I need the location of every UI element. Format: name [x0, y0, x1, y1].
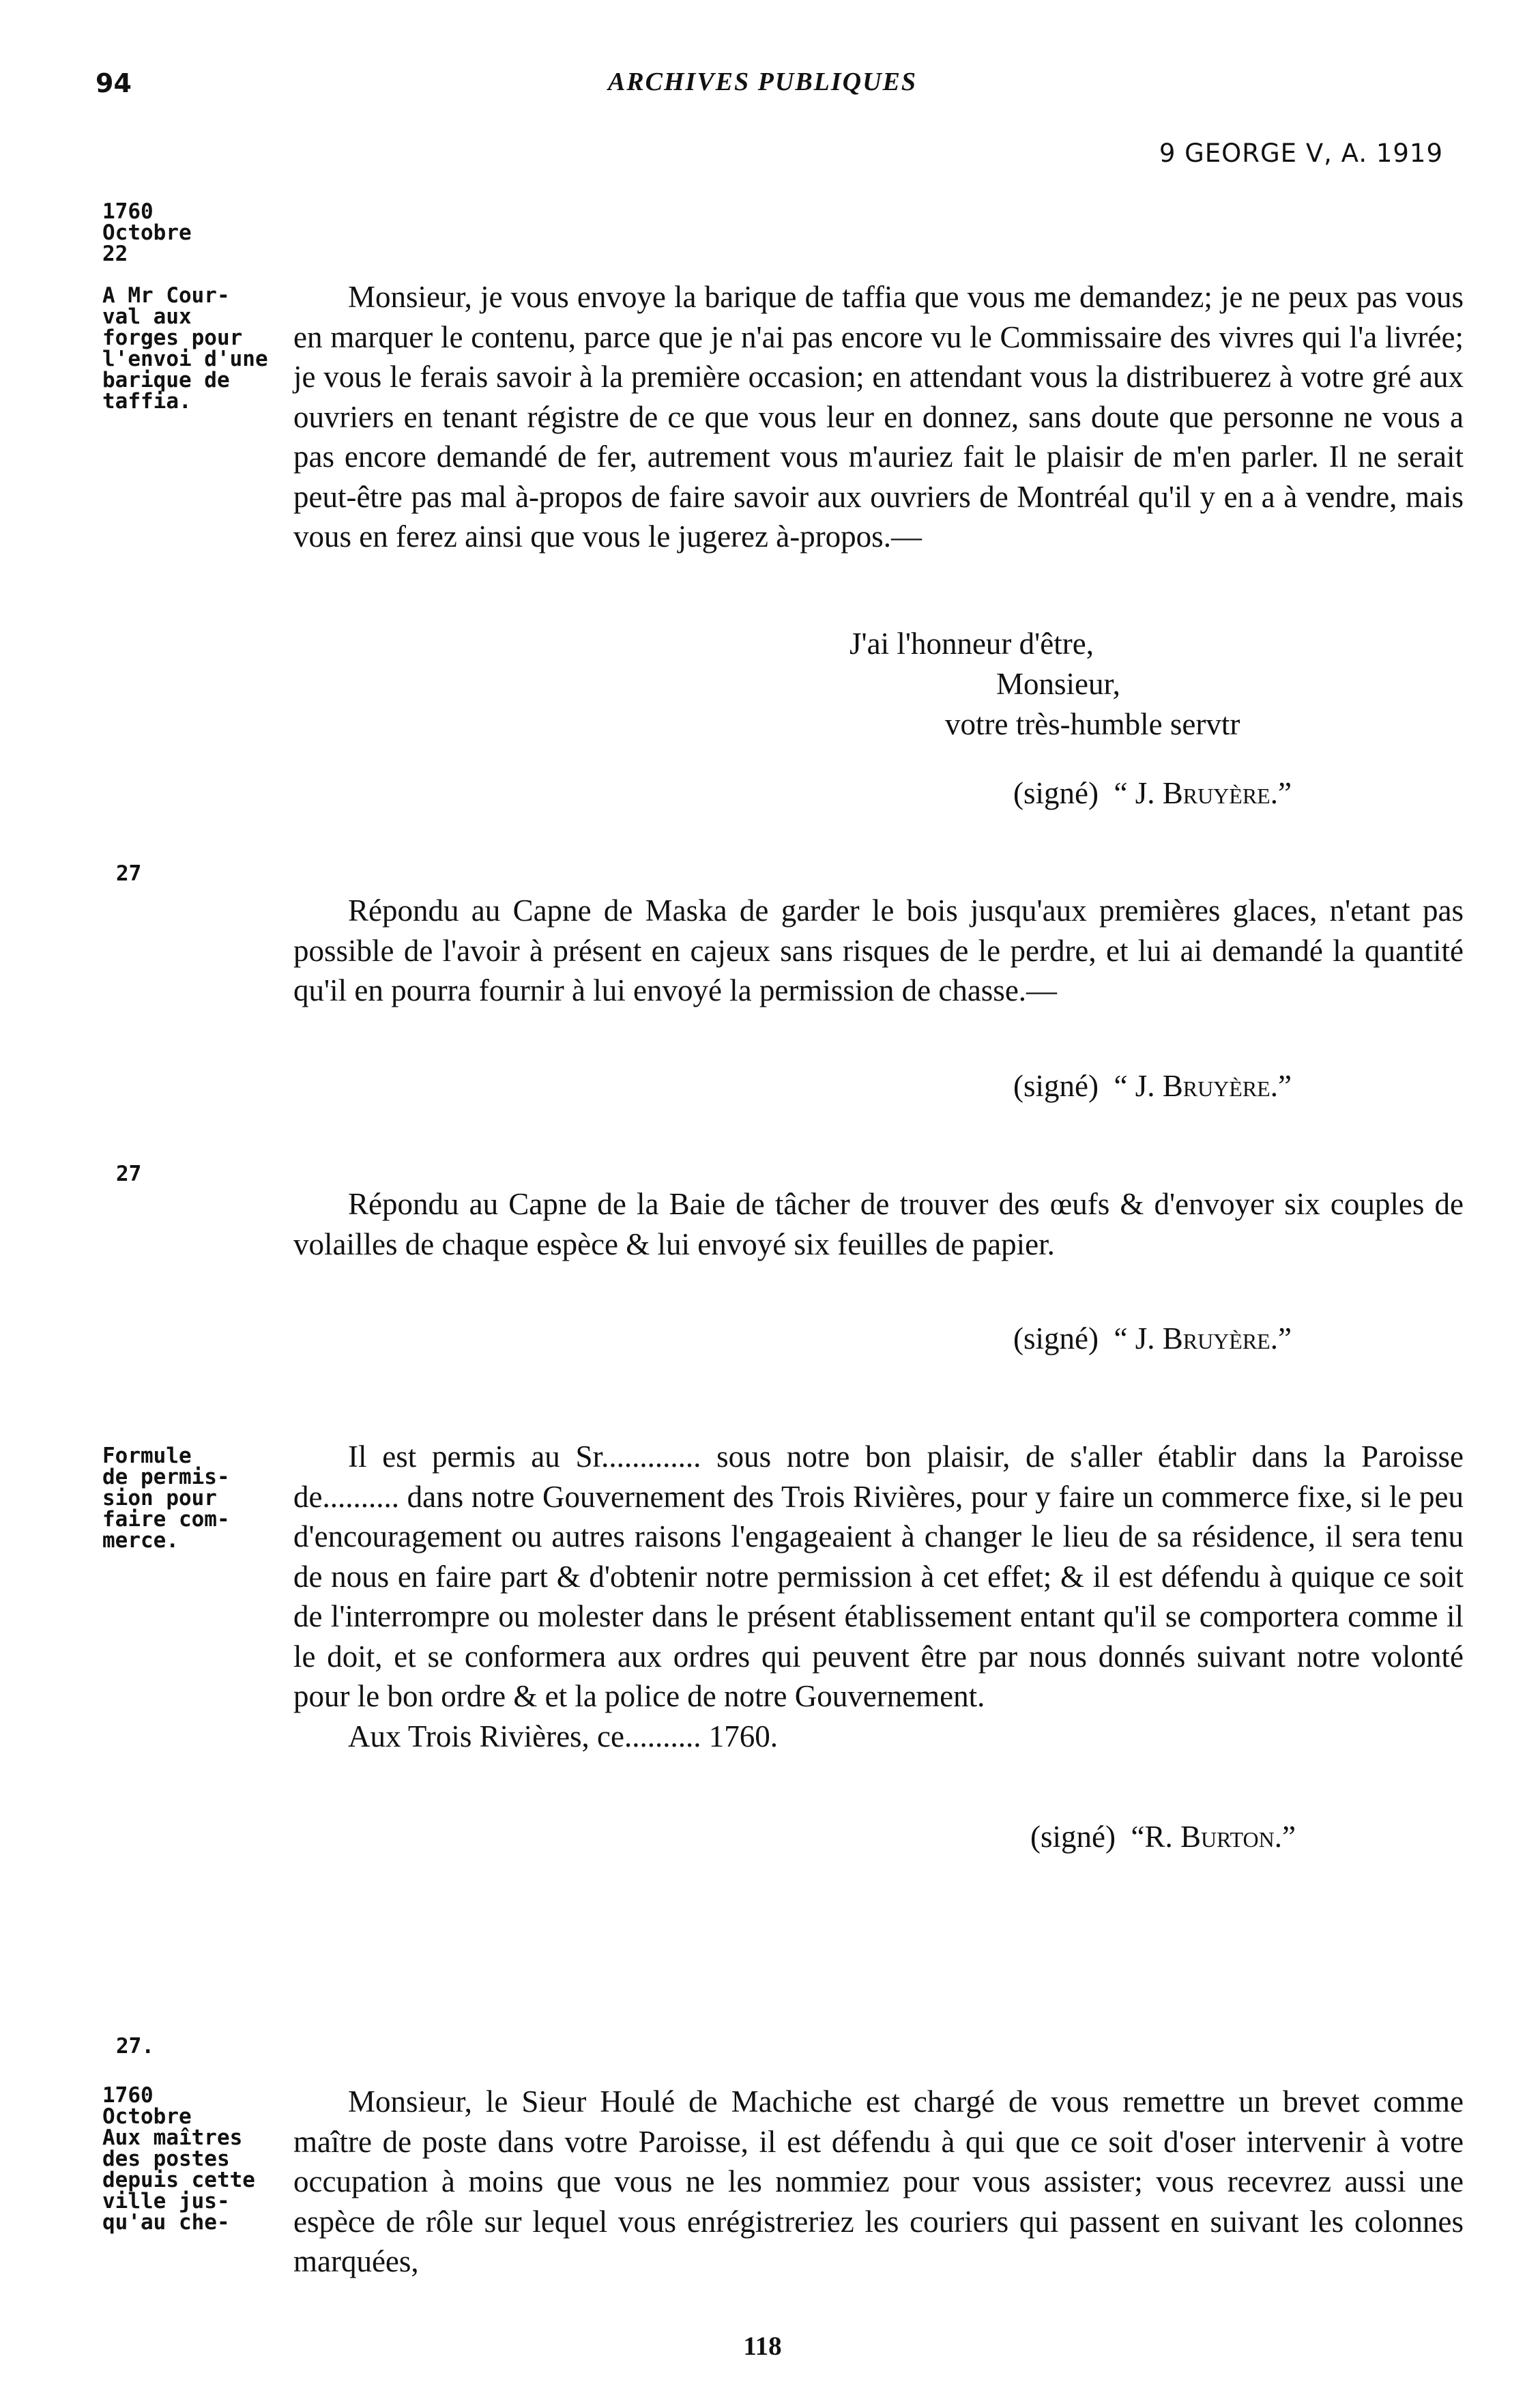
entry4-place-line: Aux Trois Rivières, ce.......... 1760.	[348, 1719, 778, 1753]
entry4-paragraph: Il est permis au Sr............. sous notre bon plaisir, de s'aller établir dans la Paroisse de.......... dans notre Gouvernement des Trois Rivières, pour y faire un commerce fixe, si le peu d'encouragement ou autres raisons l'engageaient à changer le lieu de sa résidence, il sera tenu de nous en faire part & d'obtenir notre permission à cet effet; & il est défendu à quique ce soit de l'interrompre ou molester dans le présent établissement entant qu'il se comportera comme il le doit, et se conformera aux ordres qui peuvent être par nous donnés suivant notre volonté pour le bon ordre & et la police de notre Gouvernement.	[293, 1439, 1464, 1713]
entry2-signature: “ J. Bruyère.”	[1114, 1069, 1292, 1103]
entry2-paragraph: Répondu au Capne de Maska de garder le bois jusqu'aux premières glaces, n'etant pas possible de l'avoir à présent en cajeux sans risques de le perdre, et lui ai demandé la quantité qu'il en pourra fournir à lui envoyé la permission de chasse.—	[293, 893, 1464, 1007]
entry1-signed: (signé) “ J. Bruyère.”	[1013, 776, 1292, 810]
entry1-margin-note: A Mr Cour- val aux forges pour l'envoi d'une barique de taffia.	[102, 283, 268, 414]
running-title: ARCHIVES PUBLIQUES	[607, 68, 918, 96]
entry3-paragraph: Répondu au Capne de la Baie de tâcher de trouver des œufs & d'envoyer six couples de volailles de chaque espèce & lui envoyé six feuilles de papier.	[293, 1187, 1464, 1261]
entry4-signature: “R. Burton.”	[1131, 1820, 1296, 1854]
entry1-closing-3: votre très-humble servtr	[945, 707, 1240, 741]
page-number: 94	[96, 68, 132, 98]
entry1-body	[293, 277, 1464, 557]
entry1-closing-1: J'ai l'honneur d'être,	[849, 627, 1094, 661]
entry5-body	[293, 2082, 1464, 2282]
entry3-body	[293, 1184, 1464, 1264]
entry4-signed: (signé) “R. Burton.”	[1030, 1820, 1296, 1854]
entry4-margin-note: Formule de permis- sion pour faire com- merce.	[102, 1444, 230, 1553]
entry1-margin-date: 1760 Octobre 22	[102, 199, 192, 266]
entry3-signed: (signé) “ J. Bruyère.”	[1013, 1321, 1292, 1356]
entry4-body	[293, 1437, 1464, 1756]
entry5-margin-date: 1760 Octobre	[102, 2083, 192, 2129]
entry5-date: 27.	[116, 2034, 154, 2059]
entry5-margin-note: Aux maîtres des postes depuis cette ville jus- qu'au che-	[102, 2125, 255, 2235]
entry1-signature: “ J. Bruyère.”	[1114, 776, 1292, 810]
folio-number: 118	[743, 2332, 782, 2361]
entry2-body	[293, 891, 1464, 1011]
entry3-date: 27	[116, 1162, 142, 1186]
session-year: 9 GEORGE V, A. 1919	[1159, 139, 1443, 168]
entry3-signature: “ J. Bruyère.”	[1114, 1321, 1292, 1356]
entry2-date: 27	[116, 861, 142, 886]
entry1-paragraph: Monsieur, je vous envoye la barique de taffia que vous me demandez; je ne peux pas vous en marquer le contenu, parce que je n'ai pas encore vu le Commissaire des vivres qui l'a livrée; je vous le ferais savoir à la première occasion; en attendant vous la distribuerez à votre gré aux ouvriers en tenant régistre de ce que vous leur en donnez, sans doute que personne ne vous a pas encore demandé de fer, autrement vous m'auriez fait le plaisir de m'en parler. Il ne serait peut-être pas mal à-propos de faire savoir aux ouvriers de Montréal qu'il y en a à vendre, mais vous en ferez ainsi que vous le jugerez à-propos.—	[293, 280, 1464, 554]
entry2-signed: (signé) “ J. Bruyère.”	[1013, 1069, 1292, 1103]
entry1-closing-2: Monsieur,	[996, 667, 1120, 701]
entry5-paragraph: Monsieur, le Sieur Houlé de Machiche est chargé de vous remettre un brevet comme maître de poste dans votre Paroisse, il est défendu à qui que ce soit d'oser intervenir à votre occupation à moins que vous ne les nommiez pour vous assister; vous recevrez aussi une espèce de rôle sur lequel vous enrégistreriez les couriers qui passent en suivant les colonnes marquées,	[293, 2084, 1464, 2278]
